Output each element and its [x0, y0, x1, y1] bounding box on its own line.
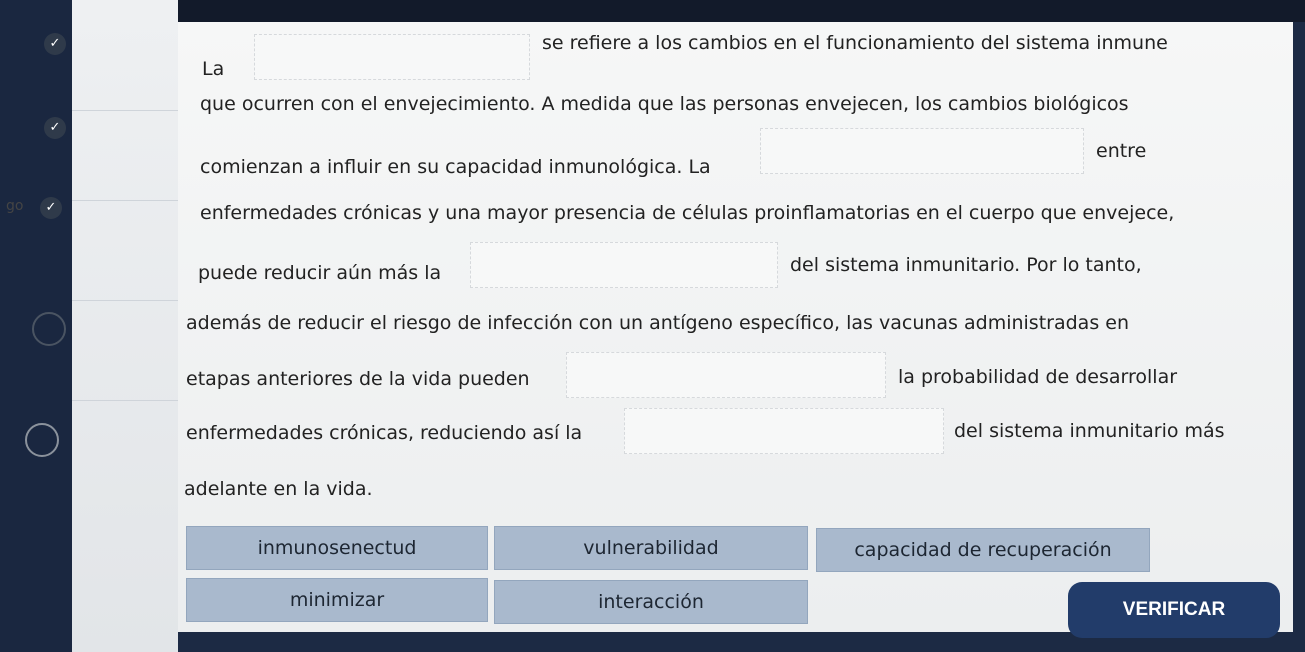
word-chip-inmunosenectud[interactable]: inmunosenectud: [186, 526, 488, 570]
blank-drop-zone-2[interactable]: [760, 128, 1084, 174]
exercise-panel: [178, 22, 1293, 632]
sidebar-item-5-empty-circle-icon[interactable]: [25, 423, 59, 457]
sidebar-item-3-check-icon[interactable]: ✓: [40, 197, 62, 219]
sidebar-divider: [72, 110, 178, 111]
word-chip-capacidad-de-recuperacion[interactable]: capacidad de recuperación: [816, 528, 1150, 572]
sidebar-item-2-check-icon[interactable]: ✓: [44, 117, 66, 139]
sentence-line-7b: la probabilidad de desarrollar: [898, 366, 1178, 388]
sentence-line-3b: entre: [1096, 140, 1147, 162]
sentence-line-2: que ocurren con el envejecimiento. A medida que las personas envejecen, los cambios biológicos: [200, 93, 1129, 115]
sidebar-item-1-check-icon[interactable]: ✓: [44, 33, 66, 55]
question-sidebar: [0, 0, 178, 652]
sentence-line-1b: se refiere a los cambios en el funcionamiento del sistema inmune: [542, 32, 1168, 54]
sentence-line-4: enfermedades crónicas y una mayor presencia de células proinflamatorias en el cuerpo que envejece,: [200, 202, 1175, 224]
sidebar-item-4-empty-circle-icon[interactable]: [32, 312, 66, 346]
sentence-line-5a: puede reducir aún más la: [198, 262, 442, 284]
sentence-line-6: además de reducir el riesgo de infección con un antígeno específico, las vacunas administradas en: [186, 312, 1129, 334]
word-chip-minimizar[interactable]: minimizar: [186, 578, 488, 622]
sentence-line-8b: del sistema inmunitario más: [954, 420, 1225, 442]
sentence-line-8a: enfermedades crónicas, reduciendo así la: [186, 422, 583, 444]
word-chip-interaccion[interactable]: interacción: [494, 580, 808, 624]
sentence-line-3a: comienzan a influir en su capacidad inmunológica. La: [200, 156, 711, 178]
sentence-line-7a: etapas anteriores de la vida pueden: [186, 368, 530, 390]
sidebar-fragment-text: go: [6, 198, 24, 214]
sentence-line-5b: del sistema inmunitario. Por lo tanto,: [790, 254, 1142, 276]
sidebar-divider: [72, 400, 178, 401]
sentence-line-1a: La: [202, 58, 225, 80]
sentence-line-9: adelante en la vida.: [184, 478, 373, 500]
verify-button[interactable]: VERIFICAR: [1068, 582, 1280, 638]
top-bar: [0, 0, 1305, 22]
sidebar-divider: [72, 200, 178, 201]
blank-drop-zone-3[interactable]: [470, 242, 778, 288]
blank-drop-zone-1[interactable]: [254, 34, 530, 80]
word-chip-vulnerabilidad[interactable]: vulnerabilidad: [494, 526, 808, 570]
blank-drop-zone-5[interactable]: [624, 408, 944, 454]
sidebar-divider: [72, 300, 178, 301]
blank-drop-zone-4[interactable]: [566, 352, 886, 398]
